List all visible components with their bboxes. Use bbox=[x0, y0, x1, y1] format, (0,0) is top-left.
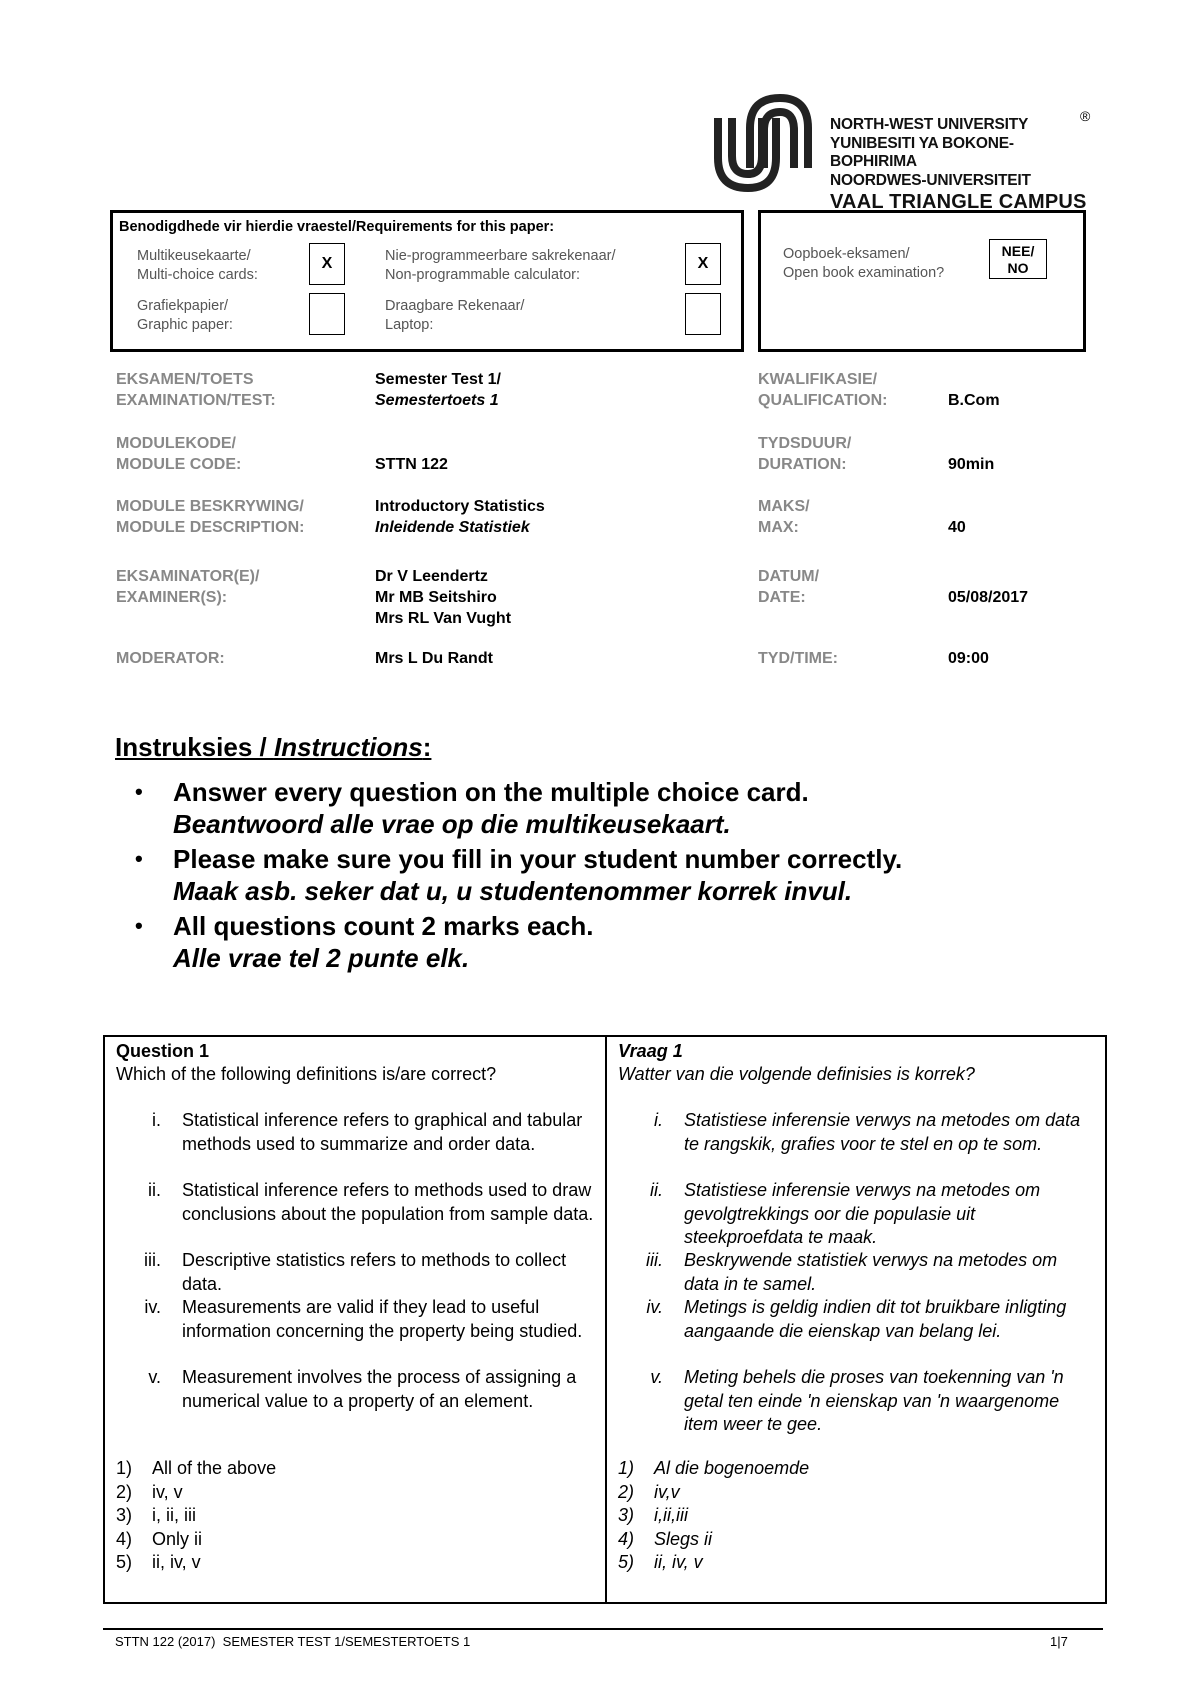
date-label-en: DATE: bbox=[758, 589, 806, 606]
statement-text: Statistiese inferensie verwys na metodes om gevolgtrekkings oor die populasie uit steekproefdata te maak. bbox=[684, 1180, 1041, 1247]
duration-label bbox=[758, 433, 851, 475]
statement-list bbox=[105, 1109, 605, 1436]
mc-cards-label-en: Multi-choice cards: bbox=[137, 267, 258, 283]
calculator-label-en: Non-programmable calculator: bbox=[385, 267, 581, 283]
statement-item bbox=[105, 1249, 605, 1296]
statement-item bbox=[607, 1109, 1105, 1179]
graph-paper-checkbox bbox=[309, 293, 345, 335]
laptop-label-en: Laptop: bbox=[385, 317, 434, 333]
graph-paper-label-af: Grafiekpapier/ bbox=[137, 298, 229, 314]
examiner-2: Mr MB Seitshiro bbox=[375, 589, 497, 606]
nwu-emblem-icon bbox=[710, 88, 820, 198]
open-book-label-af: Oopboek-eksamen/ bbox=[783, 246, 910, 262]
statement-item bbox=[105, 1296, 605, 1366]
option-number: 3) bbox=[116, 1505, 133, 1525]
mc-cards-checkbox: X bbox=[309, 243, 345, 285]
qualification-label-af: KWALIFIKASIE/ bbox=[758, 371, 878, 388]
date-value: 05/08/2017 bbox=[948, 589, 1029, 606]
date-label-af: DATUM/ bbox=[758, 568, 820, 585]
logo-line-1: NORTH-WEST UNIVERSITY bbox=[830, 116, 1029, 133]
option-number: 5) bbox=[618, 1552, 635, 1572]
statement-number: i. bbox=[152, 1110, 161, 1130]
statement-text: Statistiese inferensie verwys na metodes om data te rangskik, grafies voor te stel en op te som. bbox=[684, 1110, 1081, 1154]
option-number: 1) bbox=[618, 1458, 635, 1478]
instructions-heading-af: Instruksies / bbox=[115, 732, 274, 762]
module-description-value-en: Introductory Statistics bbox=[375, 498, 545, 515]
answer-option bbox=[116, 1481, 276, 1505]
logo-campus: VAAL TRIANGLE CAMPUS bbox=[830, 191, 1087, 213]
answer-options bbox=[618, 1457, 809, 1575]
instruction-item bbox=[135, 843, 902, 907]
duration-value: 90min bbox=[948, 456, 995, 473]
examiner-3: Mrs RL Van Vught bbox=[375, 610, 512, 627]
statement-text: Statistical inference refers to graphical and tabular methods used to summarize and order data. bbox=[182, 1110, 583, 1154]
instructions-heading bbox=[115, 732, 431, 763]
qualification-value: B.Com bbox=[948, 392, 1000, 409]
option-text: i, ii, iii bbox=[152, 1505, 196, 1525]
duration-label-af: TYDSDUUR/ bbox=[758, 435, 852, 452]
module-description-value-af: Inleidende Statistiek bbox=[375, 519, 530, 536]
instruction-af: Alle vrae tel 2 punte elk. bbox=[173, 943, 470, 973]
requirements-box bbox=[110, 210, 744, 352]
footer-title: STTN 122 (2017) SEMESTER TEST 1/SEMESTERTOETS 1 bbox=[115, 1634, 471, 1649]
answer-option bbox=[116, 1528, 276, 1552]
examiner-label-af: EKSAMINATOR(E)/ bbox=[116, 568, 260, 585]
instruction-item bbox=[135, 910, 902, 974]
option-number: 2) bbox=[618, 1481, 635, 1502]
mc-cards-label-af: Multikeusekaarte/ bbox=[137, 248, 251, 264]
open-book-box bbox=[758, 210, 1086, 352]
statement-text: Measurement involves the process of assigning a numerical value to a property of an element. bbox=[182, 1367, 577, 1411]
instruction-en: Please make sure you fill in your student number correctly. bbox=[173, 844, 903, 874]
qualification-label-en: QUALIFICATION: bbox=[758, 392, 888, 409]
max-value: 40 bbox=[948, 519, 966, 536]
instruction-item bbox=[135, 776, 902, 840]
calculator-checkbox: X bbox=[685, 243, 721, 285]
statement-item bbox=[607, 1249, 1105, 1296]
option-text: ii, iv, v bbox=[152, 1552, 201, 1572]
question-text: Which of the following definitions is/are correct? bbox=[116, 1064, 497, 1084]
option-number: 4) bbox=[116, 1528, 133, 1549]
exam-label bbox=[116, 369, 276, 411]
option-number: 2) bbox=[116, 1481, 133, 1502]
statement-number: iii. bbox=[646, 1250, 663, 1270]
open-book-label bbox=[783, 245, 944, 283]
laptop-checkbox bbox=[685, 293, 721, 335]
instruction-en: All questions count 2 marks each. bbox=[173, 911, 594, 941]
statement-text: Metings is geldig indien dit tot bruikbare inligting aangaande die eienskap van belang lei. bbox=[684, 1297, 1067, 1341]
instruction-af: Beantwoord alle vrae op die multikeusekaart. bbox=[173, 809, 731, 839]
statement-number: v. bbox=[148, 1367, 161, 1387]
registered-mark: ® bbox=[1080, 108, 1091, 124]
duration-label-en: DURATION: bbox=[758, 456, 847, 473]
statement-text: Descriptive statistics refers to methods to collect data. bbox=[182, 1250, 567, 1294]
bullet-icon: • bbox=[135, 846, 143, 871]
requirements-title: Benodigdhede vir hierdie vraestel/Requirements for this paper: bbox=[119, 219, 555, 235]
module-description-value bbox=[375, 496, 545, 538]
question-afrikaans-column bbox=[607, 1037, 1105, 1602]
option-text: Slegs ii bbox=[654, 1528, 713, 1549]
open-book-value-af: NEE/ bbox=[1001, 243, 1035, 259]
date-label bbox=[758, 566, 819, 608]
module-description-label-af: MODULE BESKRYWING/ bbox=[116, 498, 304, 515]
laptop-label bbox=[385, 297, 524, 335]
instruction-af: Maak asb. seker dat u, u studentenommer korrek invul. bbox=[173, 876, 853, 906]
answer-option bbox=[618, 1481, 809, 1505]
option-text: Only ii bbox=[152, 1528, 203, 1549]
answer-option bbox=[618, 1528, 809, 1552]
answer-option bbox=[618, 1457, 809, 1481]
exam-label-en: EXAMINATION/TEST: bbox=[116, 392, 276, 409]
statement-text: Meting behels die proses van toekenning van 'n getal ten einde 'n eienskap van 'n waargenome item weer te gee. bbox=[684, 1367, 1064, 1434]
calculator-label-af: Nie-programmeerbare sakrekenaar/ bbox=[385, 248, 616, 264]
statement-number: iii. bbox=[144, 1250, 161, 1270]
answer-option bbox=[618, 1551, 809, 1575]
footer-divider bbox=[103, 1628, 1103, 1630]
question-heading: Vraag 1 bbox=[618, 1041, 683, 1061]
answer-option bbox=[116, 1504, 276, 1528]
instruction-en: Answer every question on the multiple choice card. bbox=[173, 777, 809, 807]
module-code-label bbox=[116, 433, 241, 475]
page-number: 1|7 bbox=[1050, 1634, 1068, 1649]
statement-text: Measurements are valid if they lead to useful information concerning the property being studied. bbox=[182, 1297, 583, 1341]
module-code-label-af: MODULEKODE/ bbox=[116, 435, 236, 452]
question-heading: Question 1 bbox=[116, 1041, 210, 1061]
examiner-label-en: EXAMINER(S): bbox=[116, 589, 228, 606]
open-book-label-en: Open book examination? bbox=[783, 265, 945, 281]
logo-line-2: YUNIBESITI YA BOKONE-BOPHIRIMA bbox=[830, 134, 1014, 170]
statement-number: v. bbox=[650, 1367, 663, 1387]
exam-value bbox=[375, 369, 501, 411]
bullet-icon: • bbox=[135, 913, 143, 938]
mc-cards-label bbox=[137, 247, 258, 285]
moderator-value: Mrs L Du Randt bbox=[375, 650, 493, 667]
statement-number: ii. bbox=[148, 1180, 161, 1200]
statement-number: ii. bbox=[650, 1180, 663, 1200]
examiner-value bbox=[375, 566, 511, 629]
statement-list bbox=[607, 1109, 1105, 1436]
question-english-column bbox=[105, 1037, 607, 1602]
statement-number: iv. bbox=[144, 1297, 161, 1317]
module-code-label-en: MODULE CODE: bbox=[116, 456, 242, 473]
answer-option bbox=[116, 1551, 276, 1575]
option-text: i,ii,iii bbox=[654, 1505, 688, 1525]
statement-text: Beskrywende statistiek verwys na metodes om data in te samel. bbox=[684, 1250, 1058, 1294]
statement-item bbox=[607, 1296, 1105, 1366]
time-label: TYD/TIME: bbox=[758, 650, 838, 667]
option-text: ii, iv, v bbox=[654, 1552, 703, 1572]
max-label-af: MAKS/ bbox=[758, 498, 810, 515]
answer-option bbox=[618, 1504, 809, 1528]
statement-item bbox=[607, 1179, 1105, 1249]
exam-value-en: Semester Test 1/ bbox=[375, 371, 501, 388]
question-text: Watter van die volgende definisies is korrek? bbox=[618, 1064, 975, 1084]
option-text: Al die bogenoemde bbox=[654, 1458, 810, 1478]
statement-item bbox=[105, 1179, 605, 1249]
max-label bbox=[758, 496, 810, 538]
university-logo bbox=[710, 88, 1090, 213]
option-number: 5) bbox=[116, 1552, 133, 1572]
answer-option bbox=[116, 1457, 276, 1481]
time-value: 09:00 bbox=[948, 650, 989, 667]
instructions-heading-en: Instructions bbox=[273, 732, 423, 762]
bullet-icon: • bbox=[135, 779, 143, 804]
open-book-value-en: NO bbox=[1007, 260, 1029, 276]
option-text: iv,v bbox=[654, 1481, 680, 1502]
examiner-1: Dr V Leendertz bbox=[375, 568, 488, 585]
module-description-label-en: MODULE DESCRIPTION: bbox=[116, 519, 305, 536]
open-book-value bbox=[989, 239, 1047, 279]
option-text: iv, v bbox=[152, 1481, 183, 1502]
module-description-label bbox=[116, 496, 304, 538]
max-label-en: MAX: bbox=[758, 519, 799, 536]
exam-label-af: EKSAMEN/TOETS bbox=[116, 371, 254, 388]
logo-line-3: NOORDWES-UNIVERSITEIT bbox=[830, 171, 1031, 189]
qualification-label bbox=[758, 369, 887, 411]
statement-text: Statistical inference refers to methods used to draw conclusions about the population from sample data. bbox=[182, 1180, 594, 1224]
module-code-value: STTN 122 bbox=[375, 456, 448, 473]
question-table bbox=[103, 1035, 1107, 1604]
option-number: 1) bbox=[116, 1458, 133, 1478]
examiner-label bbox=[116, 566, 259, 608]
moderator-label: MODERATOR: bbox=[116, 650, 225, 667]
instructions-heading-colon: : bbox=[422, 732, 432, 762]
statement-item bbox=[607, 1366, 1105, 1436]
option-number: 3) bbox=[618, 1505, 635, 1525]
graph-paper-label bbox=[137, 297, 233, 335]
laptop-label-af: Draagbare Rekenaar/ bbox=[385, 298, 525, 314]
graph-paper-label-en: Graphic paper: bbox=[137, 317, 233, 333]
statement-number: i. bbox=[654, 1110, 663, 1130]
statement-number: iv. bbox=[646, 1297, 663, 1317]
option-number: 4) bbox=[618, 1528, 635, 1549]
calculator-label bbox=[385, 247, 616, 285]
statement-item bbox=[105, 1366, 605, 1436]
statement-item bbox=[105, 1109, 605, 1179]
option-text: All of the above bbox=[152, 1458, 277, 1478]
instructions-list bbox=[135, 776, 902, 977]
answer-options bbox=[116, 1457, 276, 1575]
exam-value-af: Semestertoets 1 bbox=[375, 392, 499, 409]
